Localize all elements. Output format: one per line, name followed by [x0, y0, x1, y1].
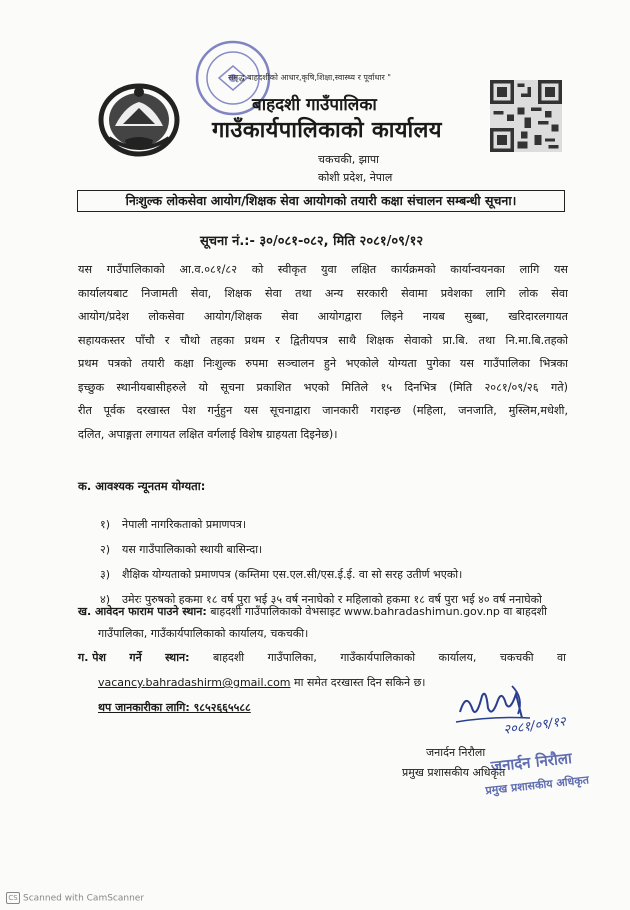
camscanner-icon: CS: [6, 892, 20, 904]
submission-word: वा: [556, 651, 566, 664]
signer-name: जनार्दन निरौला: [426, 746, 486, 759]
application-form-text-line2: गाउँपालिका, गाउँकार्यपालिकाको कार्यालय, चकचकी।: [98, 627, 309, 640]
paragraph-line: आयोग/प्रदेश लोकसेवा आयोग/शिक्षक सेवा आयोगद्वारा लिइने नायब सुब्बा, खरिदारलगायत: [78, 310, 568, 323]
paragraph-line: सहायकस्तर पाँचौ र चौथो तहका प्रथम र द्वितीयपत्र साथै शिक्षक सेवाको प्रा.बि. तथा नि.मा.बि.तहको: [78, 333, 568, 347]
paragraph-line: यस गाउँपालिकाको आ.व.०८१/८२ को स्वीकृत युवा लक्षित कार्यक्रमको कार्यान्वयनका लागि यस: [78, 263, 568, 276]
paragraph-line: रीत पूर्वक दरखास्त पेश गर्नुहुन यस सूचनाद्वारा जानकारी गराइन्छ (महिला, जनजाति, मुस्लिम,मधेशी,: [78, 404, 568, 417]
qualification-list: [100, 512, 570, 612]
submission-location-line1: [78, 650, 566, 665]
handwritten-date: २०८१/०९/१२: [502, 714, 567, 738]
list-item-text: यस गाउँपालिकाको स्थायी बासिन्दा।: [122, 543, 263, 556]
submission-word: चकचकी: [499, 651, 534, 664]
submission-word: ग. पेश: [78, 651, 106, 664]
application-form-label: ख. आवेदन फाराम पाउने स्थान:: [78, 605, 207, 618]
email-link[interactable]: vacancy.bahradashirm@gmail.com: [98, 676, 291, 689]
scanner-text: Scanned with CamScanner: [23, 893, 145, 904]
qualification-heading: क. आवश्यक न्यूनतम योग्यता:: [78, 479, 206, 493]
submission-word: कार्यालय,: [438, 651, 477, 664]
submission-word: गाउँकार्यपालिकाको: [340, 651, 416, 664]
list-item-number: ४): [100, 593, 111, 606]
list-item-text: नेपाली नागरिकताको प्रमाणपत्र।: [122, 518, 246, 531]
paragraph-line: कार्यालयबाट निजामती सेवा, शिक्षक सेवा तथा अन्य सरकारी सेवामा प्रवेशका लागि लोक सेवा: [78, 286, 568, 300]
office-motto: समृद्ध बाहदशीको आधार,कृषि,शिक्षा,स्वास्थ्य र पूर्वाधार ": [228, 73, 391, 82]
office-name: बाहदशी गाउँपालिका: [252, 95, 377, 115]
notice-title: निःशुल्क लोकसेवा आयोग/शिक्षक सेवा आयोगको तयारी कक्षा संचालन सम्बन्धी सूचना।: [77, 190, 565, 212]
list-item: [100, 512, 570, 537]
contact-info: थप जानकारीका लागि: ९८५२६६५५८८: [98, 701, 251, 714]
signer-title: प्रमुख प्रशासकीय अधिकृत: [402, 766, 506, 779]
notice-number: सूचना नं.:- ३०/०८१-०८२, मिति २०८१/०९/१२: [200, 234, 424, 249]
list-item-number: १): [100, 518, 111, 531]
qr-code-icon: [490, 80, 562, 152]
handwritten-signature-icon: [452, 678, 582, 738]
list-item-number: ३): [100, 568, 111, 581]
submission-text: मा समेत दरखास्त दिन सकिने छ।: [290, 676, 426, 689]
address-line-1: चकचकी, झापा: [318, 153, 379, 166]
submission-word: बाहदशी: [213, 651, 245, 664]
submission-word: स्थान:: [165, 651, 190, 664]
paragraph-line: इच्छुक स्थानीयबासीहरुले यो सूचना प्रकाशित भएको मितिले १५ दिनभित्र (मिति २०८१/०९/२६ गते): [78, 380, 568, 394]
nepal-emblem-icon: [95, 78, 183, 158]
list-item: [100, 562, 570, 587]
list-item-text: उमेरः पुरुषको हकमा १८ वर्ष पुरा भई ३५ वर्ष ननाघेको र महिलाको हकमा १८ वर्ष पुरा भई ४० वर्ष ननाघेको: [122, 593, 542, 606]
paragraph-line: दलित, अपाङ्गता लगायत लक्षित वर्गलाई विशेष ग्राहयता दिइनेछ)।: [78, 427, 338, 441]
scanner-watermark: [6, 892, 144, 904]
submission-location: [78, 650, 570, 689]
submission-word: गर्ने: [129, 651, 142, 664]
paragraph-line: प्रथम पत्रको तयारी कक्षा निःशुल्क रुपमा सञ्चालन हुने भएकोले योग्यता पुगेका यस गाउँपालिका भित्रका: [78, 357, 568, 370]
list-item-number: २): [100, 543, 111, 556]
list-item-text: शैक्षिक योग्यताको प्रमाणपत्र (कम्तिमा एस.एल.सी/एस.ई.ई. वा सो सरह उतीर्ण भएको।: [122, 568, 463, 581]
office-title: गाउँकार्यपालिकाको कार्यालय: [212, 118, 442, 143]
application-form-location: [78, 604, 570, 640]
submission-word: गाउँपालिका,: [267, 651, 317, 664]
stamp-title: प्रमुख प्रशासकीय अधिकृत: [484, 773, 590, 798]
submission-location-line2: [98, 675, 425, 690]
address-line-2: कोशी प्रदेश, नेपाल: [318, 171, 393, 184]
application-form-text: बाहदशी गाउँपालिकाको वेभसाइट www.bahradashimun.gov.np वा बाहदशी: [206, 605, 547, 618]
notice-paragraph: [78, 258, 568, 446]
stamp-name: जनार्दन निरौला: [490, 749, 573, 776]
list-item: [100, 537, 570, 562]
